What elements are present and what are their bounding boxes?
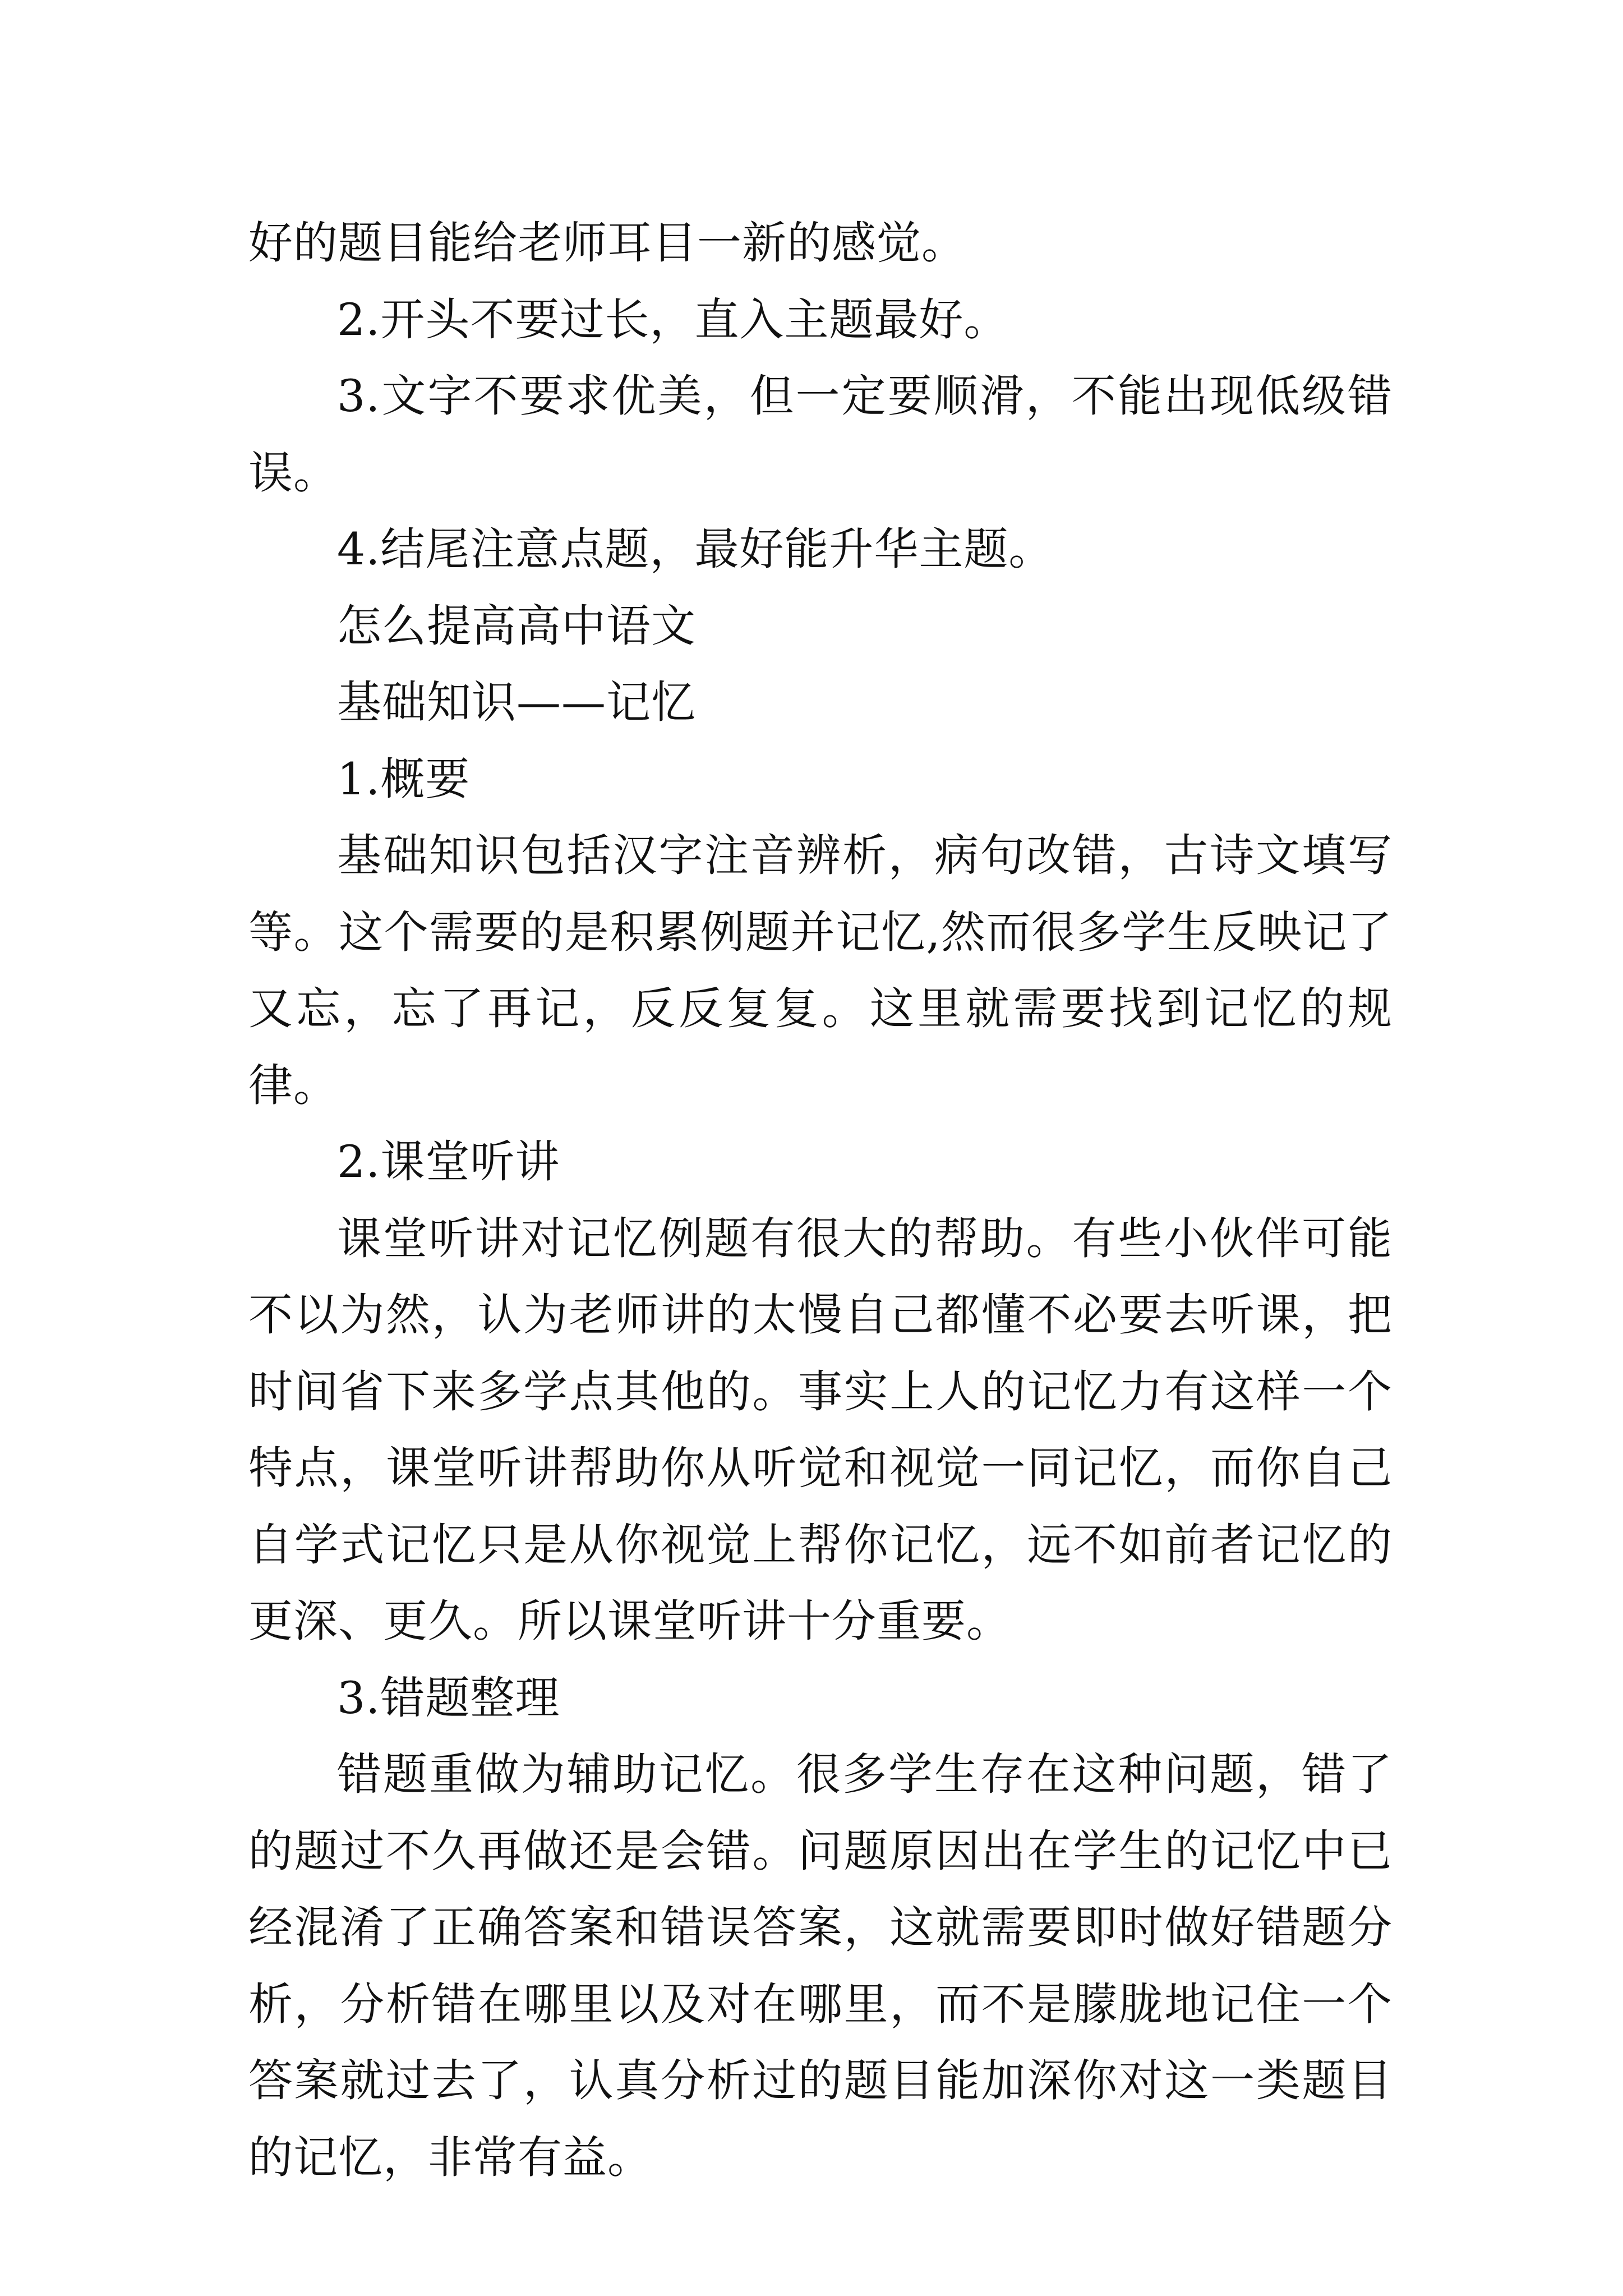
- paragraph-tip-4: 4.结尾注意点题，最好能升华主题。: [337, 523, 1054, 575]
- subsection-heading: 基础知识——记忆: [337, 677, 696, 728]
- item-heading-mistakes: 3.错题整理: [337, 1672, 560, 1724]
- paragraph-tip-3: 3.文字不要求优美，但一定要顺滑，不能出现低级错误。: [248, 370, 1393, 499]
- item-heading-overview: 1.概要: [337, 753, 471, 805]
- section-heading: 怎么提高高中语文: [337, 600, 696, 652]
- paragraph-continuation: 好的题目能给老师耳目一新的感觉。: [248, 217, 966, 269]
- paragraph-classroom: 课堂听讲对记忆例题有很大的帮助。有些小伙伴可能不以为然，认为老师讲的太慢自己都懂不必要去听课，把时间省下来多学点其他的。事实上人的记忆力有这样一个特点，课堂听讲帮助你从听觉和视觉一同记忆，而你自己自学式记忆只是从你视觉上帮你记忆，远不如前者记忆的更深、更久。所以课堂听讲十分重要。: [248, 1212, 1393, 1647]
- paragraph-overview: 基础知识包括汉字注音辨析，病句改错，古诗文填写等。这个需要的是积累例题并记忆,然而很多学生反映记了又忘，忘了再记，反反复复。这里就需要找到记忆的规律。: [248, 830, 1393, 1111]
- paragraph-tip-2: 2.开头不要过长，直入主题最好。: [337, 293, 1009, 346]
- item-heading-classroom: 2.课堂听讲: [337, 1136, 560, 1188]
- paragraph-mistakes: 错题重做为辅助记忆。很多学生存在这种问题，错了的题过不久再做还是会错。问题原因出在学生的记忆中已经混淆了正确答案和错误答案，这就需要即时做好错题分析，分析错在哪里以及对在哪里，而不是朦胧地记住一个答案就过去了，认真分析过的题目能加深你对这一类题目的记忆，非常有益。: [248, 1749, 1393, 2183]
- document-body: [248, 205, 1393, 2196]
